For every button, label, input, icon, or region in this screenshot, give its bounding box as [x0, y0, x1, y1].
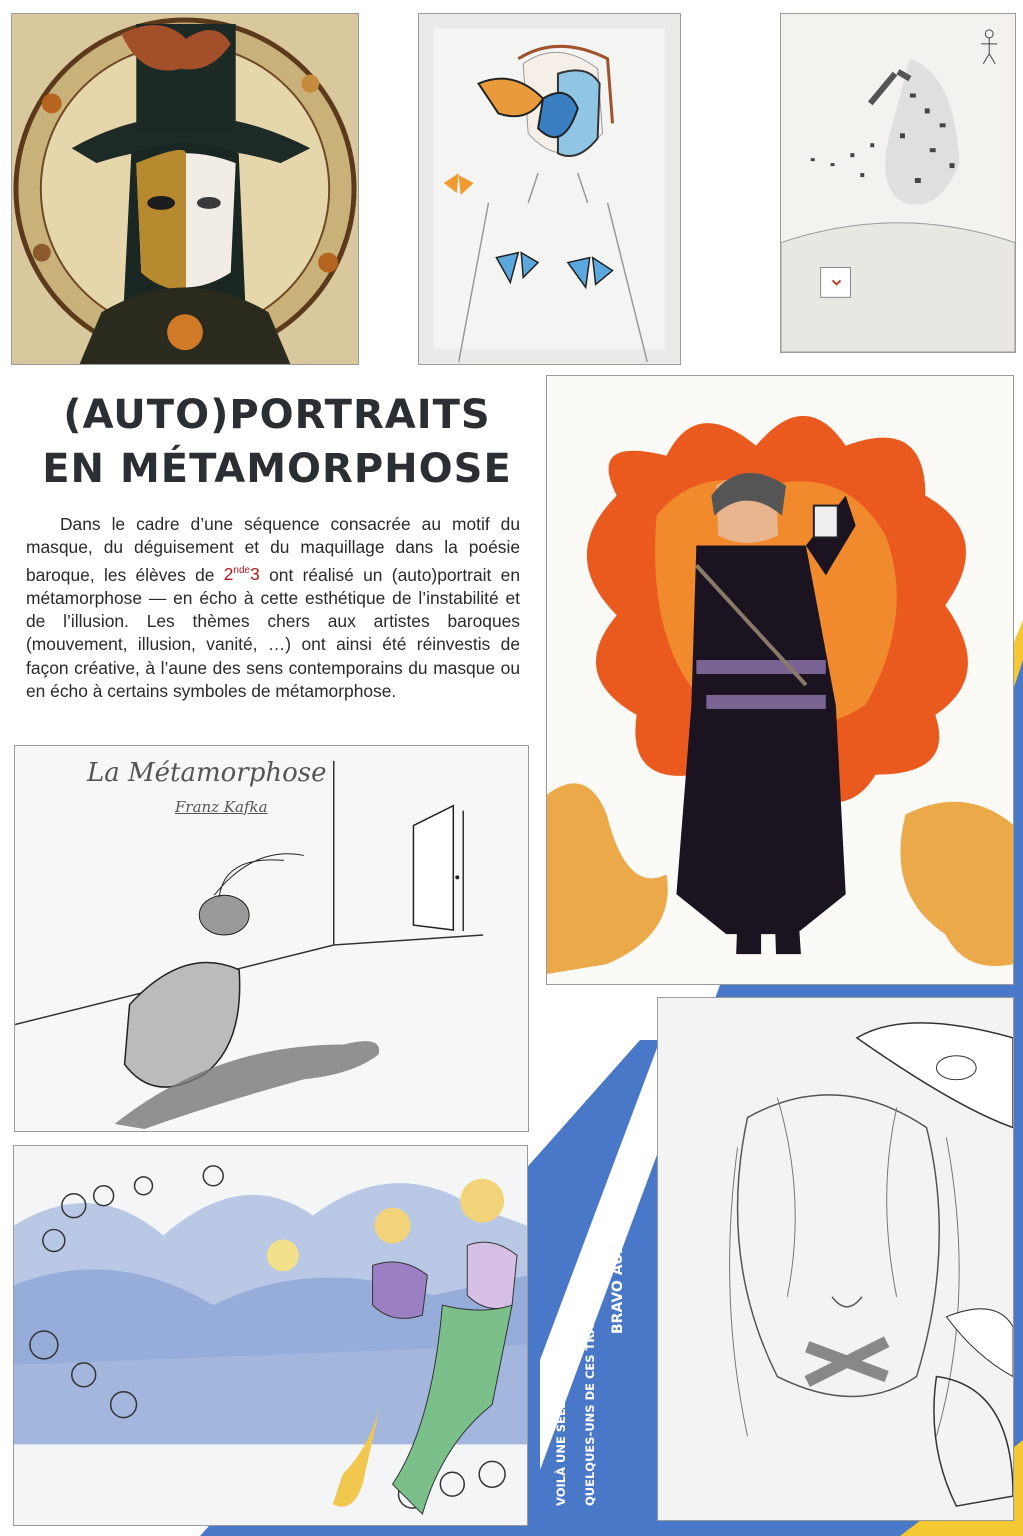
artwork-mermaids [13, 1145, 528, 1526]
banner-line-1: VOILÀ UNE SÉLECTION DE [554, 1339, 568, 1506]
class-section: 3 [250, 564, 260, 585]
intro-paragraph [26, 513, 520, 703]
artwork-explosion-figure [546, 375, 1014, 985]
artwork-masked-figure [11, 13, 359, 365]
kafka-drawing-title: La Métamorphose [87, 758, 327, 788]
class-suffix: nde [233, 565, 251, 577]
artwork-butterfly-portrait [418, 13, 681, 365]
kafka-drawing-author: Franz Kafka [175, 798, 268, 816]
intro-text-1: Dans le cadre d’une séquence consacrée au motif du masque, du déguisement et du maquillage dans la poésie baroque, les élèves de [26, 514, 520, 585]
banner-line-2: QUELQUES-UNS DE CES TRAVAUX. [583, 1286, 597, 1506]
intro-text-2: ont réalisé un (auto)portrait en métamorphose — en écho à cette esthétique de l’instabilité et de l’illusion. Les thèmes chers aux artistes baroques (mouvement, illusion, vanité, …) ont ainsi été réinvestis de façon créative, à l’aune des sens contemporains du masque ou en écho à certains symboles de métamorphose. [26, 564, 520, 701]
title-line-1: (AUTO)PORTRAITS [63, 392, 491, 438]
artwork-kafka-metamorphosis [14, 745, 529, 1132]
banner-line-3: BRAVO AUX ÉLÈVES ! [610, 1168, 626, 1334]
title-line-2: EN MÉTAMORPHOSE [42, 446, 512, 492]
class-number: 2 [223, 564, 234, 585]
artwork-taped-mouth [657, 997, 1014, 1521]
artwork-dissolving-head [780, 13, 1016, 353]
page-title [22, 388, 532, 496]
class-name [224, 564, 260, 584]
banner-vertical-text [554, 1160, 628, 1506]
